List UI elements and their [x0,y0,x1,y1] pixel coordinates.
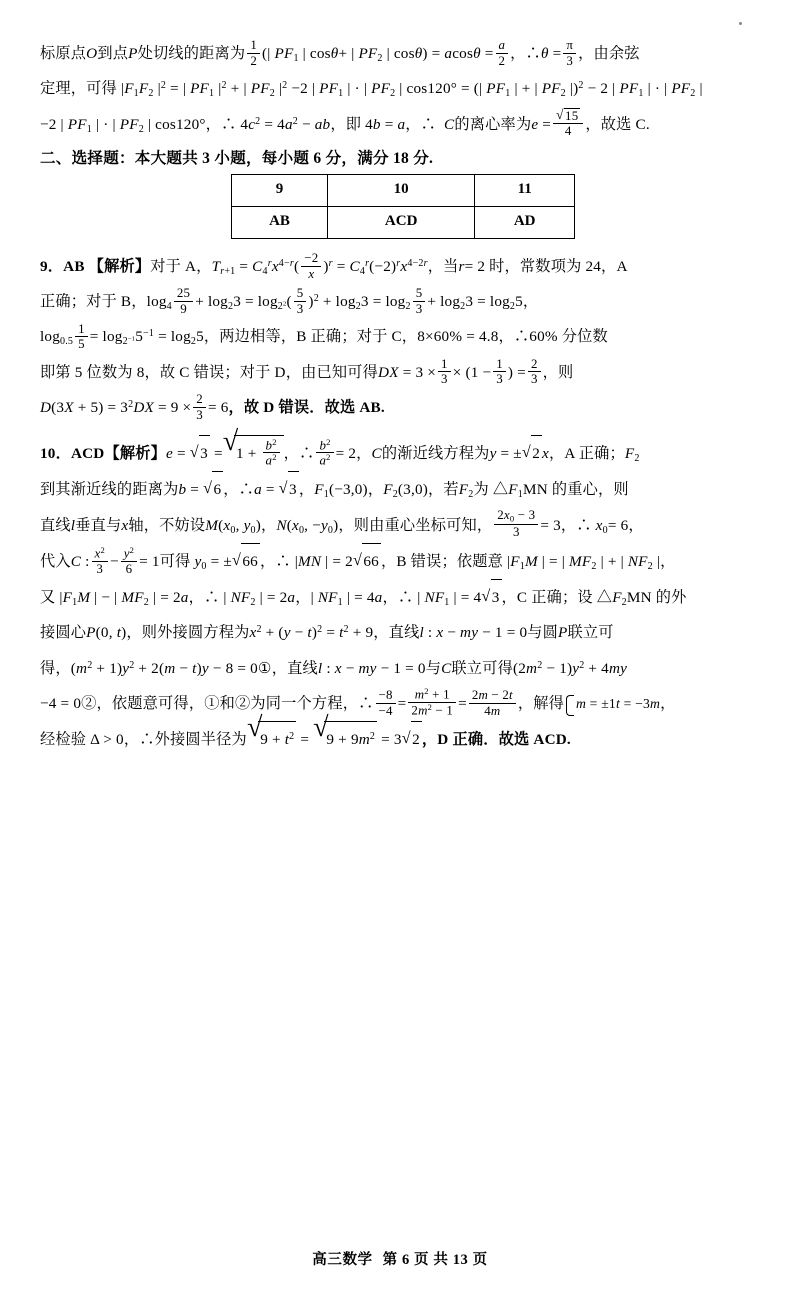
sqrt-1-plus-b2-over-a2: √ 1 + $\frac{b^2}{a^2}$ [223,435,284,471]
q10-l3c: 轴，不妨设 [128,516,206,534]
q10-l1b: = 2， [335,445,372,463]
q10-l9b: ，D 正确．故选 ACD. [421,731,571,749]
q8-therefore-1: ，∴θ = [510,45,562,62]
q10-eqsign2: = [458,694,467,712]
frac-a-over-2: $\frac{a}{2}$ [496,38,509,68]
q10-expr1: e = √ 3 = [166,445,223,462]
q10-line1 [40,435,766,471]
page-content [40,36,766,758]
q8-expr-a: (| $PF_1$ | cosθ+ | $PF_2$ | cosθ) = acosθ = [261,45,494,64]
q9-r: r [458,257,465,275]
question-9-solution [40,249,766,425]
q10-circle-eq: $x^2 + (y - t)^2 = t^2 + 9$ [249,624,374,642]
q10-line6 [40,615,766,650]
q10-tag: 10．ACD【解析】 [40,445,167,463]
q10-line5 [40,579,766,615]
q9-expr1: $T_{r+1} = C_4^rx^{4-r}$ [211,257,294,277]
q9-paren-close: )$^r = C_4^r(-2)^rx^{4-2r}$ [323,257,428,277]
q9-p1c: = 2 时，常数项为 24，A [464,257,628,275]
q10-line9 [40,721,766,757]
frac-2mminus2t-over-4m: $\frac{2m - 2t}{4m}$ [469,688,516,718]
frac-x2-over-3: $\frac{x^2}{3}$ [92,546,108,576]
q10-l6e: 联立可 [567,624,614,642]
q9-expr3b: = $\log_{2^{-1}}5^{-1} = \log_25$ [89,328,204,348]
q10-MN: MN | = 2 √ 66 [298,553,381,570]
q10-line8 [40,686,766,721]
q9-p5a: ，故 D 错误．故选 AB. [228,398,385,416]
q9-p4a: 即第 5 位数为 8，故 C 错误；对于 D，由已知可得 [40,363,379,381]
q8-ecc-text: 的离心率为 [454,115,532,133]
q10-expr2b: a = √ 3 [254,481,299,498]
q9-line3 [40,319,766,354]
frac-25-over-9: $\frac{25}{9}$ [174,286,193,316]
q10-l6a: 接圆心 [40,624,87,642]
q10-eq1: = 1 [139,552,160,570]
sys-row-1: m = ±1 [575,696,616,712]
question-number-9: 9 [232,174,328,206]
frac-2-over-3: $\frac{2}{3}$ [528,357,541,387]
q10-minus: − [109,552,119,570]
q10-line3 [40,508,766,543]
q10-l2c: ， [298,481,315,499]
q10-l8a: ②，依题意可得，①和②为同一个方程，∴ [81,694,374,712]
frac-1-over-3-b: $\frac{1}{3}$ [493,357,506,387]
q9-line5 [40,390,766,425]
q10-F1M: $F_1M$ | = | $MF_2$ | + | $NF_2$ | [510,552,661,572]
question-10-solution [40,435,766,757]
q10-l2a: 到其渐近线的距离为 [40,481,179,499]
q8-line1-text1: 标原点 [40,45,87,62]
q10-F2: $F_2$ [624,445,640,464]
q10-x0b: $x_0$ [595,516,608,536]
table-row-answers [232,206,575,238]
q9-expr2-lead: $\log_4$ [146,293,172,312]
answer-11: AD [475,206,575,238]
q8-line2 [40,71,766,106]
q10-Npt: $N(x_0$, $-y_0$) [276,516,339,536]
q10-y0: $y_0$ = ± √ 66 [190,553,259,570]
frac-minus2-over-x: $\frac{-2}{x}$ [301,251,321,281]
q9-p1b: ，当 [427,257,459,275]
q10-comma3: ， [261,516,277,534]
q10-l2b: ，∴ [223,481,255,499]
q10-l4c: ，∴ | [259,552,298,570]
q10-l4a: 代入 [40,552,71,570]
q8-line3 [40,107,766,142]
frac-minus8-over-minus4: $\frac{-8}{-4}$ [376,688,396,718]
q9-expr4c: ) = [507,363,526,381]
q10-l2f: MN 的重心，则 [522,481,629,499]
q9-expr4: DX = 3 × [378,363,437,381]
q10-line4 [40,543,766,579]
q10-l3b: 垂直与 [75,516,122,534]
frac-b2-over-a2: $\frac{b^2}{a^2}$ [316,438,333,469]
q9-expr3: $\log_{0.5}$ [40,328,74,348]
q10-l5b: ，C 正确；设 △ [501,589,613,607]
q10-l2e: 为 △ [473,481,509,499]
frac-5-over-3: $\frac{5}{3}$ [294,286,307,316]
q9-line4 [40,355,766,390]
q8-line3-lead: −2 | $PF_1$ | · | $PF_2$ | cos120°，∴ $4c^2 = 4a^2$ − ab，即 4b = a，∴ C [40,115,455,135]
frac-5-over-3-b: $\frac{5}{3}$ [413,286,426,316]
q8-ecc-tail: ，故选 C. [585,115,650,133]
q10-l9a: 经检验 Δ > 0，∴外接圆半径为 [40,731,247,749]
q8-line2-lead: 定理，可得 $|F_1F_2$ $|^2$ = | $PF_1$ $|^2$ + | $PF_2$ $|^2 -2$ | $PF_1$ | · | $PF_2$ | cos120° = (| $PF_1$ | + | $PF_2$ |)$^2$ − 2 | $PF_1$ | · | $PF_2$ | [40,80,703,100]
q10-expr5: $F_1M$ | − | $MF_2$ | = 2a，∴ | $NF_2$ | = 2a，| $NF_1$ | = 4a，∴ | $NF_1$ | = 4 √ 3 [63,589,502,606]
frac-m2plus1-over-2m2minus1: $\frac{m^2 + 1}{2m^2 - 1}$ [408,687,456,718]
frac-y2-over-6: $\frac{y^2}{6}$ [121,546,137,576]
q10-l7a: 得， [40,659,71,677]
q9-tag: 9．AB 【解析】 [40,257,151,275]
q10-line-eq: l : x − my − 1 = 0 [419,624,528,642]
q10-F1MN: $F_1$ [508,481,523,501]
q10-eq8-lead: −4 = 0 [40,694,82,712]
answer-9: AB [232,206,328,238]
q10-F2b: $F_2$ [458,481,474,501]
q10-l1c: 的渐近线方程为 [381,445,490,463]
q9-p4b: ，则 [542,363,574,381]
q10-eq-circle2: $(m^2 + 1)y^2 + 2(m - t)y - 8 = 0$ [70,659,258,677]
section-two-heading: 二、选择题：本大题共 3 小题，每小题 6 分，满分 18 分. [40,149,434,167]
q8-line1-text3: 处切线的距离为 [137,45,246,62]
q10-asymptote: y = ± √ 2 x [490,445,549,462]
q10-F2MN: $F_2$ [612,589,627,608]
q10-l7b: ①，直线 [257,659,318,677]
q10-line2 [40,471,766,507]
footer-page-label: 第 6 页 共 13 页 [382,1252,488,1268]
q10-x: x [121,516,129,534]
q10-line-eq2: l : x − my − 1 = 0 [317,659,426,677]
question-number-10: 10 [328,174,475,206]
answer-key-table [231,174,575,239]
q9-p3a: ，两边相等，B 正确；对于 C，8×60% = 4.8，∴60% 分位数 [203,328,608,346]
q9-paren2: ( [286,293,292,311]
q10-l3f: = 6， [607,516,644,534]
q10-eq-hyp2: $(2m^2 - 1)y^2 + 4my$ [512,659,628,677]
q10-l3a: 直线 [40,516,71,534]
q10-l1d: ，A 正确； [549,445,625,463]
frac-2x0-minus3-over-3: $\frac{2x_0 - 3}{3}$ [494,508,538,539]
q9-expr2-tail: + $\log_23 = \log_25$ [427,293,523,312]
q10-l2d: ，若 [428,481,459,499]
q8-P: P [128,45,138,62]
q9-p2a: 正确；对于 B， [40,293,147,311]
q8-continuation-paragraph [40,36,766,71]
page-footer [0,1248,800,1269]
q9-expr4b: × (1 − [452,363,492,381]
q10-P: P [558,624,568,642]
q9-line2 [40,284,766,319]
q10-l3e: = 3，∴ [540,516,592,534]
q10-l7d: 联立可得 [451,659,513,677]
q10-l5a: 又 | [40,589,63,607]
q10-line7 [40,651,766,686]
q10-l4b: 可得 [159,552,191,570]
footer-subject: 高三数学 [312,1252,373,1268]
q10-radius: √ $9 + t^2$ = √ $9 + 9m^2 = 3$ √ 2 [247,731,422,748]
q9-expr5b: = 6 [207,398,229,416]
q10-C2: C [441,659,452,677]
q9-expr2-mid: + $\log_23 = \log_{2^2}$ [195,293,287,312]
q10-l5c: MN 的外 [626,589,687,607]
q10-l3d: ，则由重心坐标可知， [338,516,493,534]
q8-O: O [86,45,98,62]
q10-expr2: b = √ 6 [179,481,224,498]
q10-F2pt: $F_2(3,0)$ [383,481,429,501]
q9-paren-frac: ( [293,257,300,275]
q10-l6d: 与圆 [527,624,559,642]
frac-one-half: $\frac{1}{2}$ [247,38,260,68]
frac-2-over-3-b: $\frac{2}{3}$ [193,392,206,422]
q10-l8b: ，解得 [517,694,564,712]
q9-line1 [40,249,766,284]
system-of-equations [564,694,660,715]
q10-l6c: ，直线 [373,624,420,642]
q10-comma8: ， [660,694,676,712]
q10-l7c: 与 [425,659,442,677]
frac-pi-over-3: $\frac{\pi}{3}$ [563,38,576,68]
frac-sqrt15-over-4: √ $\frac{15}{4}$ [553,108,583,139]
q8-ecc-eq: e = [531,115,552,133]
frac-1-over-5: $\frac{1}{5}$ [75,322,88,352]
q9-p2b: ， [522,293,539,311]
q10-l4d: ，B 错误；依题意 | [380,552,511,570]
q10-comma4: ， [660,552,676,570]
q10-l1a: ， [283,445,300,463]
q10-Mpt: $M(x_0$, $y_0$) [205,516,261,536]
q9-paren2-close: )$^2 + \log_23 = \log_2$ [308,292,411,312]
q8-line1-text2: 到点 [97,45,129,62]
sys-row-2: t = −3m [615,696,661,712]
q10-F1pt: $F_1(-3,0)$ [314,481,368,501]
question-number-11: 11 [475,174,575,206]
q10-eqsign: = [397,694,407,712]
table-row-numbers [232,174,575,206]
q9-p1a: 对于 A， [150,257,212,275]
frac-1-over-3: $\frac{1}{3}$ [438,357,451,387]
q10-comma2: ， [367,481,384,499]
q10-l6b: ，则外接圆方程为 [126,624,250,642]
q8-line1-tail: ，由余弦 [578,45,640,62]
q10-expr1b: ∴ [299,445,315,463]
answer-10: ACD [328,206,475,238]
q10-Ppt: P(0, t) [86,624,127,642]
q9-expr5: $D(3X + 5) = 3^2DX = 9$ × [40,398,192,416]
page-corner-mark [739,22,742,25]
q10-C: C [371,445,382,463]
q10-l: l [70,516,76,534]
q10-Cexpr: C : [70,552,90,570]
